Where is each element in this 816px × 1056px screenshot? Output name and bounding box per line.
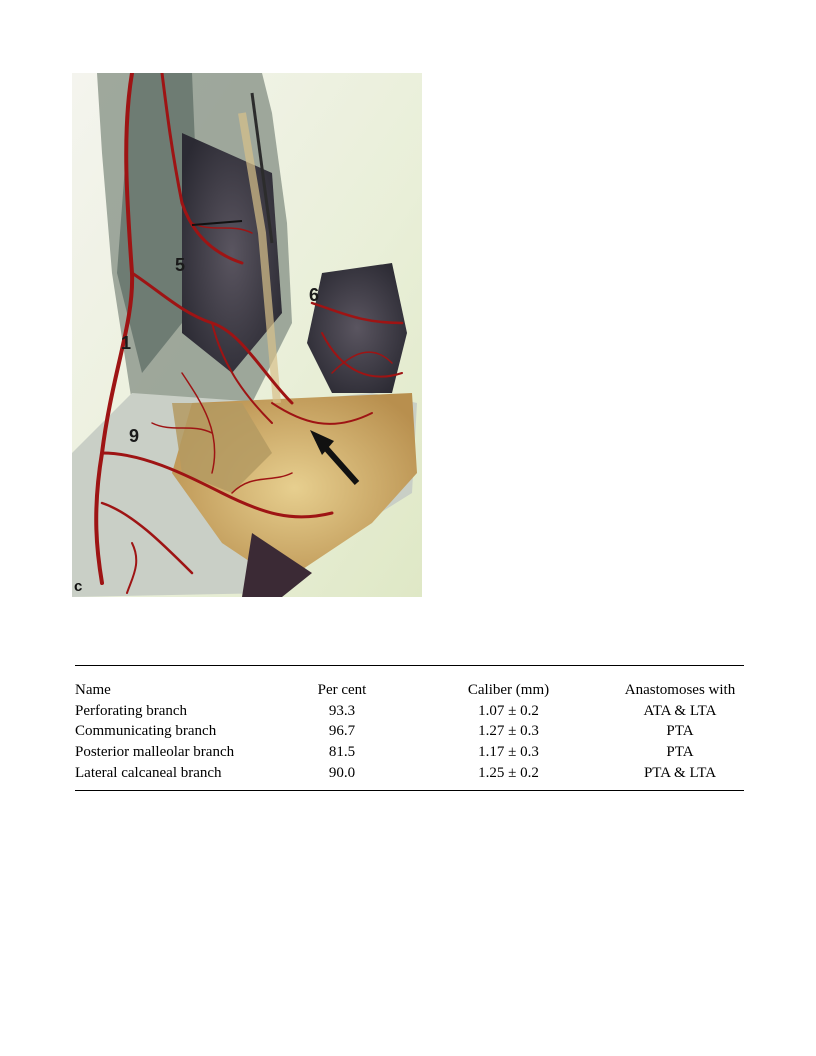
cell-name: Lateral calcaneal branch: [75, 764, 222, 781]
branch-table: [75, 665, 744, 791]
cell-anastomoses: PTA: [666, 723, 694, 740]
anatomical-photograph: [72, 73, 422, 597]
table-row: [75, 701, 744, 722]
cell-anastomoses: PTA & LTA: [643, 764, 717, 781]
panel-label: c: [74, 578, 83, 595]
header-caliber: Caliber (mm): [467, 682, 550, 699]
cell-name: Perforating branch: [75, 702, 188, 719]
label-1: 1: [121, 333, 132, 353]
cell-percent: 90.0: [328, 764, 356, 781]
cell-caliber: 1.27 ± 0.3: [478, 723, 539, 740]
label-5: 5: [175, 255, 186, 275]
cell-caliber: 1.07 ± 0.2: [478, 702, 539, 719]
table-row: [75, 721, 744, 742]
cell-percent: 81.5: [328, 744, 356, 761]
header-name: Name: [75, 682, 111, 699]
table-row: [75, 742, 744, 763]
cell-name: Communicating branch: [75, 723, 217, 740]
label-6: 6: [309, 285, 320, 305]
cell-caliber: 1.17 ± 0.3: [478, 744, 539, 761]
cell-anastomoses: PTA: [666, 744, 694, 761]
header-percent: Per cent: [317, 682, 367, 699]
table-bottom-rule: [75, 790, 744, 791]
label-9: 9: [129, 426, 140, 446]
table-row: [75, 762, 744, 790]
cell-percent: 93.3: [328, 702, 356, 719]
header-anastomoses: Anastomoses with: [624, 682, 736, 699]
cell-percent: 96.7: [328, 723, 356, 740]
cell-anastomoses: ATA & LTA: [643, 702, 717, 719]
table-header-row: [75, 666, 744, 701]
cell-name: Posterior malleolar branch: [75, 744, 235, 761]
cell-caliber: 1.25 ± 0.2: [478, 764, 539, 781]
